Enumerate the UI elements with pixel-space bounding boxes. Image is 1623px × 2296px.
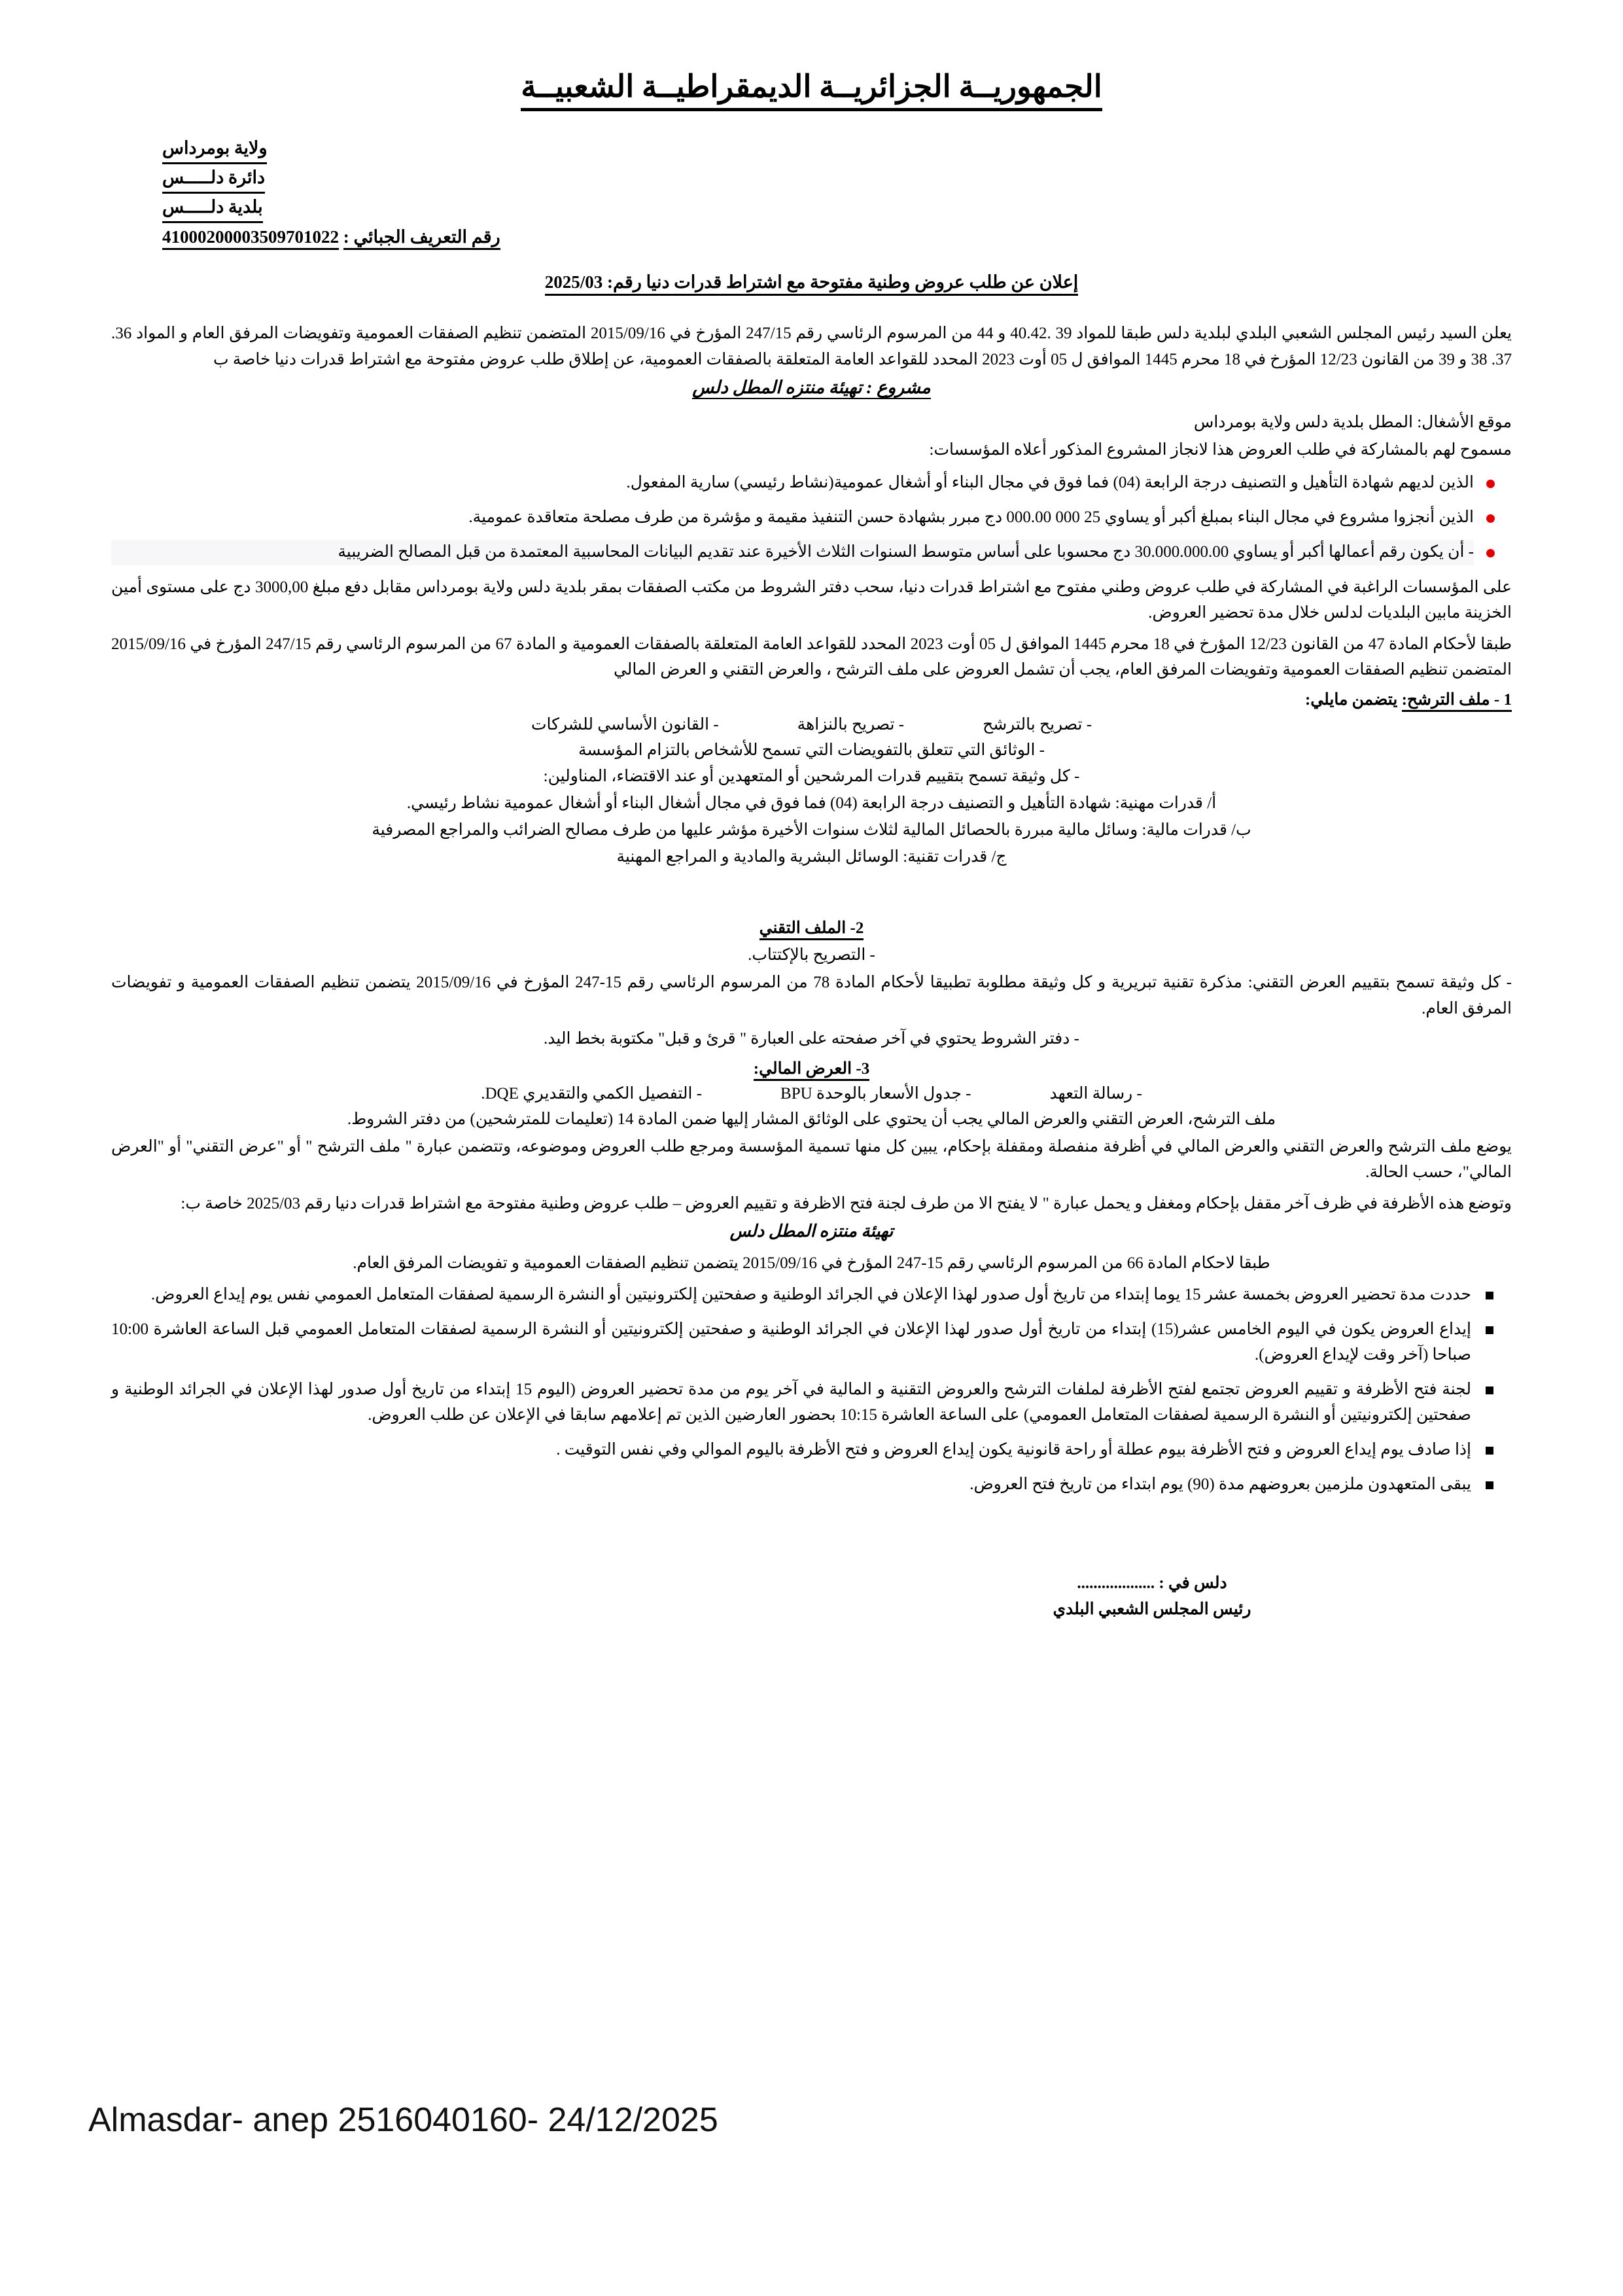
conditions-list <box>111 470 1512 565</box>
republic-title-text: الجمهوريــة الجزائريــة الديمقراطيــة الشعبيــة <box>521 69 1102 111</box>
announcement-title-text: إعلان عن طلب عروض وطنية مفتوحة مع اشتراط قدرات دنيا رقم: 2025/03 <box>545 272 1079 296</box>
section-1-inline-items <box>111 715 1512 734</box>
section-1-title: 1 - ملف الترشح: <box>1402 690 1512 712</box>
list-item: حددت مدة تحضير العروض بخمسة عشر 15 يوما إبتداء من تاريخ أول صدور لهذا الإعلان في الجرائد الوطنية و صفحتين إلكترونيتين أو النشرة الرسمية لصفقات المتعامل العمومي نفس يوم إيداع العروض. <box>111 1282 1471 1307</box>
signature-title: رئيس المجلس الشعبي البلدي <box>1053 1600 1251 1618</box>
signature-place-date: دلس في : ................... <box>1077 1574 1227 1592</box>
project-title <box>111 378 1512 399</box>
list-item: - التفصيل الكمي والتقديري DQE. <box>481 1084 703 1103</box>
tax-id-number: 41000200003509701022 <box>162 227 339 250</box>
intro-paragraph: يعلن السيد رئيس المجلس الشعبي البلدي لبلدية دلس طبقا للمواد 39 .40.42 و 44 من المرسوم الرئاسي رقم 247/15 المؤرخ في 2015/09/16 المتضمن تنظيم الصفقات العمومية وتفويضات المرفق العام و المواد 36. 37. 38 و 39 من القانون 12/23 المؤرخ في 18 محرم 1445 الموافق ل 05 أوت 2023 المحدد للقواعد العامة المتعلقة بالصفقات العمومية، عن إطلاق طلب عروض مفتوحة مع اشتراط قدرات دنيا خاصة ب <box>111 325 1512 368</box>
capacity-professional: أ/ قدرات مهنية: شهادة التأهيل و التصنيف درجة الرابعة (04) فما فوق في مجال أشغال البناء أو أشغال عمومية نشاط رئيسي. <box>406 794 1217 813</box>
section-3-paragraph-3: وتوضع هذه الأظرفة في ظرف آخر مقفل بإحكام ومغفل و يحمل عبارة " لا يفتح الا من طرف لجنة فتح الاظرفة و تقييم العروض – طلب عروض وطنية مفتوحة مع اشتراط قدرات دنيا رقم 2025/03 خاصة ب: <box>181 1194 1512 1212</box>
list-item: - تصريح بالنزاهة <box>797 715 905 733</box>
list-item: - جدول الأسعار بالوحدة BPU <box>780 1084 971 1103</box>
section-2-item-3: - دفتر الشروط يحتوي في آخر صفحته على العبارة " قرئ و قبل" مكتوبة بخط اليد. <box>544 1030 1079 1048</box>
capacity-technical: ج/ قدرات تقنية: الوسائل البشرية والمادية و المراجع المهنية <box>616 847 1007 866</box>
list-item: يبقى المتعهدون ملزمين بعروضهم مدة (90) يوم ابتداء من تاريخ فتح العروض. <box>111 1472 1471 1497</box>
eligibility-intro: مسموح لهم بالمشاركة في طلب العروض هذا لانجاز المشروع المذكور أعلاه المؤسسات: <box>929 440 1512 459</box>
wilaya-line <box>162 135 1512 164</box>
section-1-subtitle: يتضمن مايلي: <box>1304 690 1402 709</box>
legal-reference-paragraph: طبقا لأحكام المادة 47 من القانون 12/23 المؤرخ في 18 محرم 1445 الموافق ل 05 أوت 2023 المحدد للقواعد العامة المتعلقة بالصفقات العمومية و المادة 67 من المرسوم الرئاسي رقم 247/15 المؤرخ في 2015/09/16 المتضمن تنظيم الصفقات العمومية وتفويضات المرفق العام، يجب أن تشمل العروض على ملف الترشح ، والعرض التقني و العرض المالي <box>111 635 1512 679</box>
announcement-title <box>111 272 1512 296</box>
list-item: - القانون الأساسي للشركات <box>531 715 719 733</box>
list-item: الذين أنجزوا مشروع في مجال البناء بمبلغ أكبر أو يساوي 25 000 000.00 دج مبرر بشهادة حسن التنفيذ مقيمة و مؤشرة من طرف مصلحة متعاقدة عمومية. <box>111 505 1474 531</box>
baladia-text: بلدية دلـــــس <box>162 194 263 223</box>
footer-reference: Almasdar- anep 2516040160- 24/12/2025 <box>88 2101 718 2139</box>
list-item: إذا صادف يوم إيداع العروض و فتح الأظرفة بيوم عطلة أو راحة قانونية يكون إيداع العروض و فتح الأظرفة باليوم الموالي وفي نفس التوقيت . <box>111 1437 1471 1462</box>
daira-line <box>162 164 1512 194</box>
daira-text: دائرة دلـــــس <box>162 164 265 194</box>
organization-block <box>111 135 1512 223</box>
section-2-heading <box>111 918 1512 940</box>
list-item: لجنة فتح الأظرفة و تقييم العروض تجتمع لفتح الأظرفة لملفات الترشح والعروض التقنية و المالية في آخر يوم من مدة تحضير العروض (اليوم 15 إبتداء من تاريخ أول صدور لهذا الإعلان في الجرائد الوطنية و صفحتين إلكترونيتين أو النشرة الرسمية لصفقات المتعامل العمومي) على الساعة العاشرة 10:15 بحضور العارضين الذين تم إعلامهم سابقا في الإعلان عن طلب العروض. <box>111 1377 1471 1428</box>
section-3-title: 3- العرض المالي: <box>754 1059 869 1081</box>
document-content <box>111 69 1512 1623</box>
baladia-line <box>162 194 1512 223</box>
closing-legal-reference: طبقا لاحكام المادة 66 من المرسوم الرئاسي رقم 15-247 المؤرخ في 2015/09/16 يتضمن تنظيم الصفقات العمومية و تفويضات المرفق العام. <box>353 1254 1270 1273</box>
section-3-heading <box>111 1059 1512 1081</box>
page-title <box>111 69 1512 111</box>
section-2-item-1: - التصريح بالإكتتاب. <box>748 946 875 964</box>
signature-block <box>969 1570 1335 1623</box>
section-1-heading <box>111 690 1512 712</box>
site-location: موقع الأشغال: المطل بلدية دلس ولاية بومرداس <box>1193 414 1512 432</box>
section-1-docs-line: - الوثائق التي تتعلق بالتفويضات التي تسمح للأشخاص بالتزام المؤسسة <box>578 741 1045 759</box>
section-2-title: 2- الملف التقني <box>759 918 864 940</box>
list-item: - تصريح بالترشح <box>983 715 1092 733</box>
closing-project-name: تهيئة منتزه المطل دلس <box>729 1222 894 1241</box>
list-item: - رسالة التعهد <box>1049 1084 1142 1103</box>
withdrawal-paragraph: على المؤسسات الراغبة في المشاركة في طلب عروض وطني مفتوح مع اشتراط قدرات دنيا، سحب دفتر الشروط من مكتب الصفقات بمقر بلدية دلس ولاية بومرداس مقابل دفع مبلغ 3000,00 دج على مستوى أمين الخزينة مابين البلديات لدلس خلال مدة تحضير العروض. <box>111 578 1512 622</box>
section-3-inline-items <box>111 1084 1512 1103</box>
list-item: الذين لديهم شهادة التأهيل و التصنيف درجة الرابعة (04) فما فوق في مجال البناء أو أشغال عمومية(نشاط رئيسي) سارية المفعول. <box>111 470 1474 496</box>
tax-id-label: رقم التعريف الجبائي : <box>343 227 500 250</box>
section-3-paragraph-1: ملف الترشح، العرض التقني والعرض المالي يجب أن يحتوي على الوثائق المشار إليها ضمن المادة 14 (تعليمات للمترشحين) من دفتر الشروط. <box>347 1110 1276 1128</box>
section-1-capacity-intro: - كل وثيقة تسمح بتقييم قدرات المرشحين أو المتعهدين أو عند الاقتضاء، المناولين: <box>543 768 1080 786</box>
list-item: إيداع العروض يكون في اليوم الخامس عشر(15) إبتداء من تاريخ أول صدور لهذا الإعلان في الجرائد الوطنية و صفحتين إلكترونيتين أو النشرة الرسمية لصفقات المتعامل العمومي قبل الساعة العاشرة 10:00 صباحا (آخر وقت لإيداع العروض). <box>111 1316 1471 1368</box>
capacity-financial: ب/ قدرات مالية: وسائل مالية مبررة بالحصائل المالية لثلاث سنوات الأخيرة مؤشر عليها من طرف مصالح الضرائب والمراجع المصرفية <box>372 821 1251 839</box>
project-title-text: مشروع : تهيئة منتزه المطل دلس <box>692 378 930 399</box>
section-3-paragraph-2: يوضع ملف الترشح والعرض التقني والعرض المالي في أظرفة منفصلة ومقفلة بإحكام، يبين كل منها تسمية المؤسسة ومرجع طلب العروض وموضوعه، وتتضمن عبارة " ملف الترشح " أو "عرض التقني" أو "العرض المالي"، حسب الحالة. <box>111 1137 1512 1182</box>
tax-id-line <box>111 227 1512 250</box>
wilaya-text: ولاية بومرداس <box>162 135 267 164</box>
deadlines-list <box>111 1282 1512 1497</box>
section-2-item-2: - كل وثيقة تسمح بتقييم العرض التقني: مذكرة تقنية تبريرية و كل وثيقة مطلوبة تطبيقا لأحكام المادة 78 من المرسوم الرئاسي رقم 15-247 المؤرخ في 2015/09/16 يتضمن تنظيم الصفقات العمومية و تفويضات المرفق العام. <box>111 974 1512 1017</box>
list-item: - أن يكون رقم أعمالها أكبر أو يساوي 30.000.000.00 دج محسوبا على أساس متوسط السنوات الثلاث الأخيرة عند تقديم البيانات المحاسبية المعتمدة من قبل المصالح الضريبية <box>111 540 1474 565</box>
